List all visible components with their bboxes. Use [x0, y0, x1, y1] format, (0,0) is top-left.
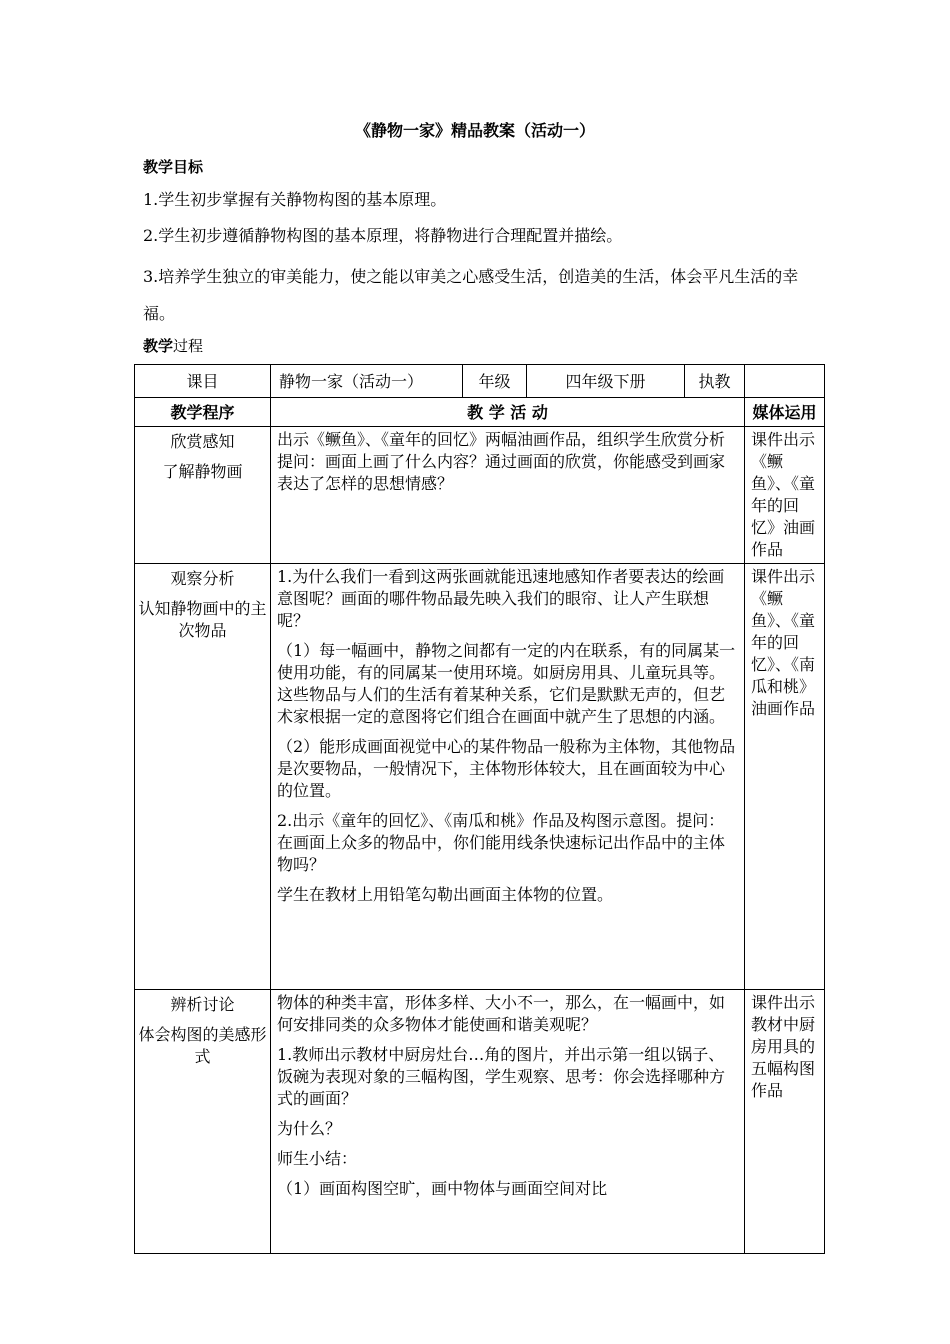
activity-cell — [271, 427, 745, 564]
procedure-subtitle: 体会构图的美感形式 — [138, 1025, 267, 1066]
activity-paragraph: 学生在教材上用铅笔勾勒出画面主体物的位置。 — [277, 885, 614, 904]
teacher-label: 执教 — [685, 365, 745, 398]
procedure-subtitle: 了解静物画 — [162, 462, 243, 481]
teacher-value — [745, 365, 825, 398]
activity-paragraph: 师生小结： — [277, 1149, 358, 1168]
table-row — [135, 427, 825, 564]
procedure-cell — [135, 564, 271, 990]
header-media: 媒体运用 — [745, 398, 825, 427]
activity-paragraph: 1.教师出示教材中厨房灶台…角的图片，并出示第一组以锅子、饭碗为表现对象的三幅构图，学生观察、思考：你会选择哪种方式的画面？ — [277, 1045, 726, 1108]
objective-1: 1.学生初步掌握有关静物构图的基本原理。 — [143, 190, 447, 209]
procedure-subtitle: 认知静物画中的主次物品 — [138, 599, 267, 640]
lesson-table — [134, 364, 825, 1254]
process-heading — [143, 335, 203, 356]
activity-paragraph: （1）每一幅画中，静物之间都有一定的内在联系，有的同属某一使用功能，有的同属某一使用环境。如厨房用具、儿童玩具等。这些物品与人们的生活有着某种关系，它们是默默无声的，但艺术家根据一定的意图将它们组合在画面中就产生了思想的内涵。 — [277, 641, 736, 726]
table-row — [135, 564, 825, 990]
procedure-title: 辨析讨论 — [170, 995, 235, 1014]
procedure-cell — [135, 427, 271, 564]
media-cell: 课件出示《鳜鱼》、《童年的回忆》油画作品 — [745, 427, 825, 564]
objectives-heading: 教学目标 — [143, 158, 204, 176]
process-heading-bold: 教学 — [143, 337, 174, 355]
activity-paragraph: （1）画面构图空旷，画中物体与画面空间对比 — [277, 1179, 608, 1198]
header-activity: 教 学 活 动 — [271, 398, 745, 427]
document-title: 《静物一家》精品教案（活动一） — [354, 121, 595, 140]
activity-cell — [271, 564, 745, 990]
objective-2: 2.学生初步遵循静物构图的基本原理，将静物进行合理配置并描绘。 — [143, 226, 623, 245]
course-value: 静物一家（活动一） — [271, 365, 463, 398]
table-row — [135, 990, 825, 1254]
activity-paragraph: （2）能形成画面视觉中心的某件物品一般称为主体物，其他物品是次要物品，一般情况下，主体物形体较大，且在画面较为中心的位置。 — [277, 737, 736, 800]
process-heading-rest: 过程 — [173, 337, 204, 355]
activity-paragraph: 出示《鳜鱼》、《童年的回忆》两幅油画作品，组织学生欣赏分析提问：画面上画了什么内容？通过画面的欣赏，你能感受到画家表达了怎样的思想情感？ — [277, 430, 726, 493]
procedure-title: 欣赏感知 — [170, 432, 235, 451]
header-procedure: 教学程序 — [135, 398, 271, 427]
table-header-row — [135, 398, 825, 427]
objective-3: 3.培养学生独立的审美能力，使之能以审美之心感受生活，创造美的生活，体会平凡生活的幸福。 — [143, 267, 799, 323]
table-info-row — [135, 365, 825, 398]
activity-paragraph: 物体的种类丰富，形体多样、大小不一，那么，在一幅画中，如何安排同类的众多物体才能使画和谐美观呢？ — [277, 993, 726, 1034]
activity-paragraph: 1.为什么我们一看到这两张画就能迅速地感知作者要表达的绘画意图呢？画面的哪件物品最先映入我们的眼帘、让人产生联想呢？ — [277, 567, 725, 630]
activity-paragraph: 为什么？ — [277, 1119, 342, 1138]
media-cell: 课件出示《鳜鱼》、《童年的回忆》、《南瓜和桃》油画作品 — [745, 564, 825, 990]
procedure-cell — [135, 990, 271, 1254]
grade-label: 年级 — [463, 365, 527, 398]
course-label: 课目 — [135, 365, 271, 398]
activity-cell — [271, 990, 745, 1254]
grade-value: 四年级下册 — [527, 365, 685, 398]
activity-paragraph: 2.出示《童年的回忆》、《南瓜和桃》作品及构图示意图。提问：在画面上众多的物品中，你们能用线条快速标记出作品中的主体物吗？ — [277, 811, 726, 874]
media-cell: 课件出示教材中厨房用具的五幅构图作品 — [745, 990, 825, 1254]
procedure-title: 观察分析 — [170, 569, 235, 588]
